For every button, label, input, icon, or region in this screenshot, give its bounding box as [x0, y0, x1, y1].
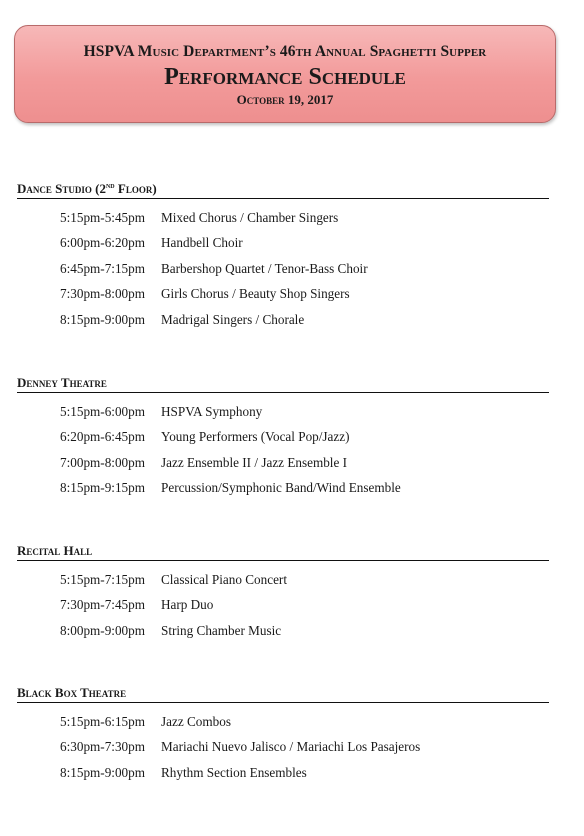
- time-slot: 8:15pm-9:15pm: [60, 480, 145, 496]
- section-title: Dance Studio (2nd Floor): [17, 181, 549, 199]
- time-slot: 8:15pm-9:00pm: [60, 764, 145, 780]
- schedule-row: [17, 735, 549, 761]
- section-dance-studio: [17, 181, 549, 333]
- event-title: HSPVA Music Department’s 46th Annual Spaghetti Supper: [83, 43, 487, 60]
- performer: Harp Duo: [161, 597, 214, 613]
- section-title: Denney Theatre: [17, 375, 549, 393]
- schedule-row: [17, 593, 549, 619]
- schedule-row: [17, 256, 549, 282]
- schedule-row: [17, 282, 549, 308]
- performer: Madrigal Singers / Chorale: [161, 311, 305, 327]
- time-slot: 6:45pm-7:15pm: [60, 260, 145, 276]
- schedule-row: [17, 476, 549, 502]
- time-slot: 6:30pm-7:30pm: [60, 739, 145, 755]
- performer: HSPVA Symphony: [161, 403, 263, 419]
- time-slot: 5:15pm-7:15pm: [60, 571, 145, 587]
- performer: Barbershop Quartet / Tenor-Bass Choir: [161, 260, 368, 276]
- performer: Jazz Combos: [161, 713, 231, 729]
- performer: Jazz Ensemble II / Jazz Ensemble I: [161, 454, 348, 470]
- page-title: Performance Schedule: [164, 64, 406, 90]
- performer: Classical Piano Concert: [161, 571, 287, 587]
- performer: String Chamber Music: [161, 622, 282, 638]
- time-slot: 7:00pm-8:00pm: [60, 454, 145, 470]
- time-slot: 7:30pm-7:45pm: [60, 597, 145, 613]
- performer: Mariachi Nuevo Jalisco / Mariachi Los Pasajeros: [161, 739, 421, 755]
- event-date: October 19, 2017: [236, 92, 334, 107]
- time-slot: 6:00pm-6:20pm: [60, 235, 145, 251]
- section-title: Black Box Theatre: [17, 685, 549, 703]
- performer: Young Performers (Vocal Pop/Jazz): [161, 429, 350, 445]
- time-slot: 6:20pm-6:45pm: [60, 429, 145, 445]
- time-slot: 5:15pm-6:00pm: [60, 403, 145, 419]
- schedule-row: [17, 399, 549, 425]
- performer: Rhythm Section Ensembles: [161, 764, 307, 780]
- schedule-row: [17, 709, 549, 735]
- section-recital-hall: [17, 543, 549, 644]
- schedule-list: [17, 709, 549, 786]
- section-title: Recital Hall: [17, 543, 549, 561]
- schedule-row: [17, 231, 549, 257]
- schedule-row: [17, 205, 549, 231]
- section-denney-theatre: [17, 375, 549, 501]
- time-slot: 8:00pm-9:00pm: [60, 622, 145, 638]
- performer: Handbell Choir: [161, 235, 243, 251]
- schedule-row: [17, 760, 549, 786]
- title-banner: [14, 25, 556, 123]
- time-slot: 7:30pm-8:00pm: [60, 286, 145, 302]
- performer: Mixed Chorus / Chamber Singers: [161, 209, 339, 225]
- schedule-row: [17, 450, 549, 476]
- schedule-list: [17, 399, 549, 501]
- schedule-list: [17, 567, 549, 644]
- performer: Percussion/Symphonic Band/Wind Ensemble: [161, 480, 401, 496]
- section-black-box-theatre: [17, 685, 549, 786]
- time-slot: 5:15pm-6:15pm: [60, 713, 145, 729]
- performer: Girls Chorus / Beauty Shop Singers: [161, 286, 350, 302]
- schedule-row: [17, 425, 549, 451]
- time-slot: 5:15pm-5:45pm: [60, 209, 145, 225]
- schedule-row: [17, 567, 549, 593]
- schedule-row: [17, 618, 549, 644]
- schedule-row: [17, 307, 549, 333]
- schedule-list: [17, 205, 549, 333]
- time-slot: 8:15pm-9:00pm: [60, 311, 145, 327]
